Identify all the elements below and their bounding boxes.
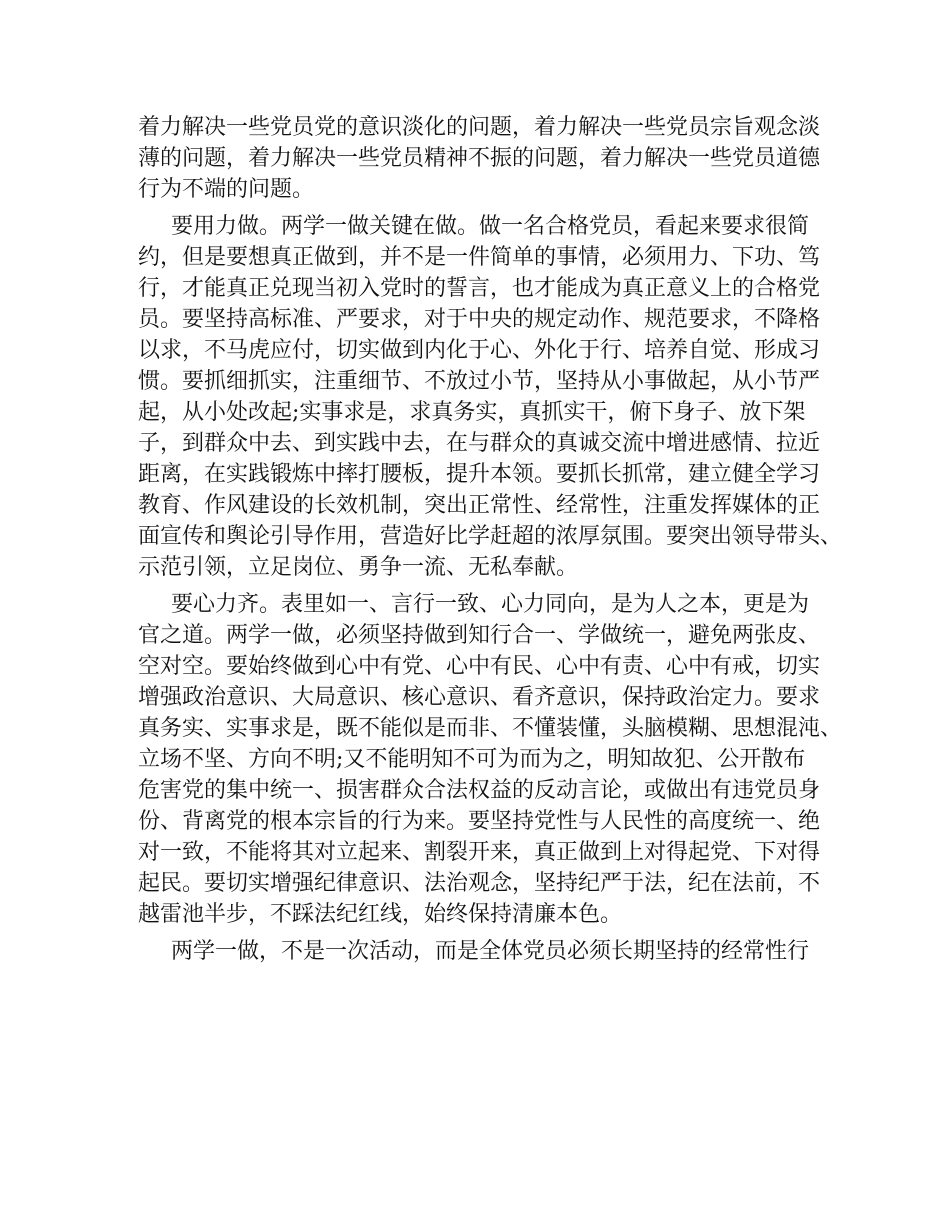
text-line: 越雷池半步，不踩法纪红线，始终保持清廉本色。 [138,902,623,927]
text-line: 起，从小处改起;实事求是，求真务实，真抓实干，俯下身子、放下架 [138,400,806,425]
text-line: 行，才能真正兑现当初入党时的誓言，也才能成为真正意义上的合格党 [138,276,821,301]
text-line: 以求，不马虎应付，切实做到内化于心、外化于行、培养自觉、形成习 [138,338,821,363]
text-line: 约，但是要想真正做到，并不是一件简单的事情，必须用力、下功、笃 [138,245,821,270]
text-line: 薄的问题，着力解决一些党员精神不振的问题，着力解决一些党员道德 [138,146,821,171]
text-line: 立场不坚、方向不明;又不能明知不可为而为之，明知故犯、公开散布 [138,747,806,772]
text-line: 示范引领，立足岗位、勇争一流、无私奉献。 [138,555,579,580]
text-line: 员。要坚持高标准、严要求，对于中央的规定动作、规范要求，不降格 [138,307,821,332]
text-line: 危害党的集中统一、损害群众合法权益的反动言论，或做出有违党员身 [138,778,821,803]
text-line: 面宣传和舆论引导作用，营造好比学赶超的浓厚氛围。要突出领导带头、 [138,524,843,549]
text-line: 行为不端的问题。 [138,177,315,202]
text-line: 份、背离党的根本宗旨的行为来。要坚持党性与人民性的高度统一、绝 [138,809,821,834]
text-line: 惯。要抓细抓实，注重细节、不放过小节，坚持从小事做起，从小节严 [138,369,821,394]
text-line: 增强政治意识、大局意识、核心意识、看齐意识，保持政治定力。要求 [138,685,821,710]
text-line: 子，到群众中去、到实践中去，在与群众的真诚交流中增进感情、拉近 [138,431,821,456]
text-line: 空对空。要始终做到心中有党、心中有民、心中有责、心中有戒，切实 [138,654,821,679]
text-line: 着力解决一些党员党的意识淡化的问题，着力解决一些党员宗旨观念淡 [138,115,821,140]
document-body [138,112,843,967]
text-line: 起民。要切实增强纪律意识、法治观念，坚持纪严于法，纪在法前，不 [138,871,821,896]
paragraph-start-line: 要用力做。两学一做关键在做。做一名合格党员，看起来要求很简 [171,214,810,239]
text-line: 对一致，不能将其对立起来、割裂开来，真正做到上对得起党、下对得 [138,840,821,865]
paragraph-start-line: 两学一做，不是一次活动，而是全体党员必须长期坚持的经常性行 [171,939,810,964]
text-line: 真务实、实事求是，既不能似是而非、不懂装懂，头脑模糊、思想混沌、 [138,716,843,741]
text-line: 官之道。两学一做，必须坚持做到知行合一、学做统一，避免两张皮、 [138,623,821,648]
text-line: 距离，在实践锻炼中摔打腰板，提升本领。要抓长抓常，建立健全学习 [138,462,821,487]
text-line: 教育、作风建设的长效机制，突出正常性、经常性，注重发挥媒体的正 [138,493,821,518]
paragraph-start-line: 要心力齐。表里如一、言行一致、心力同向，是为人之本，更是为 [171,592,810,617]
